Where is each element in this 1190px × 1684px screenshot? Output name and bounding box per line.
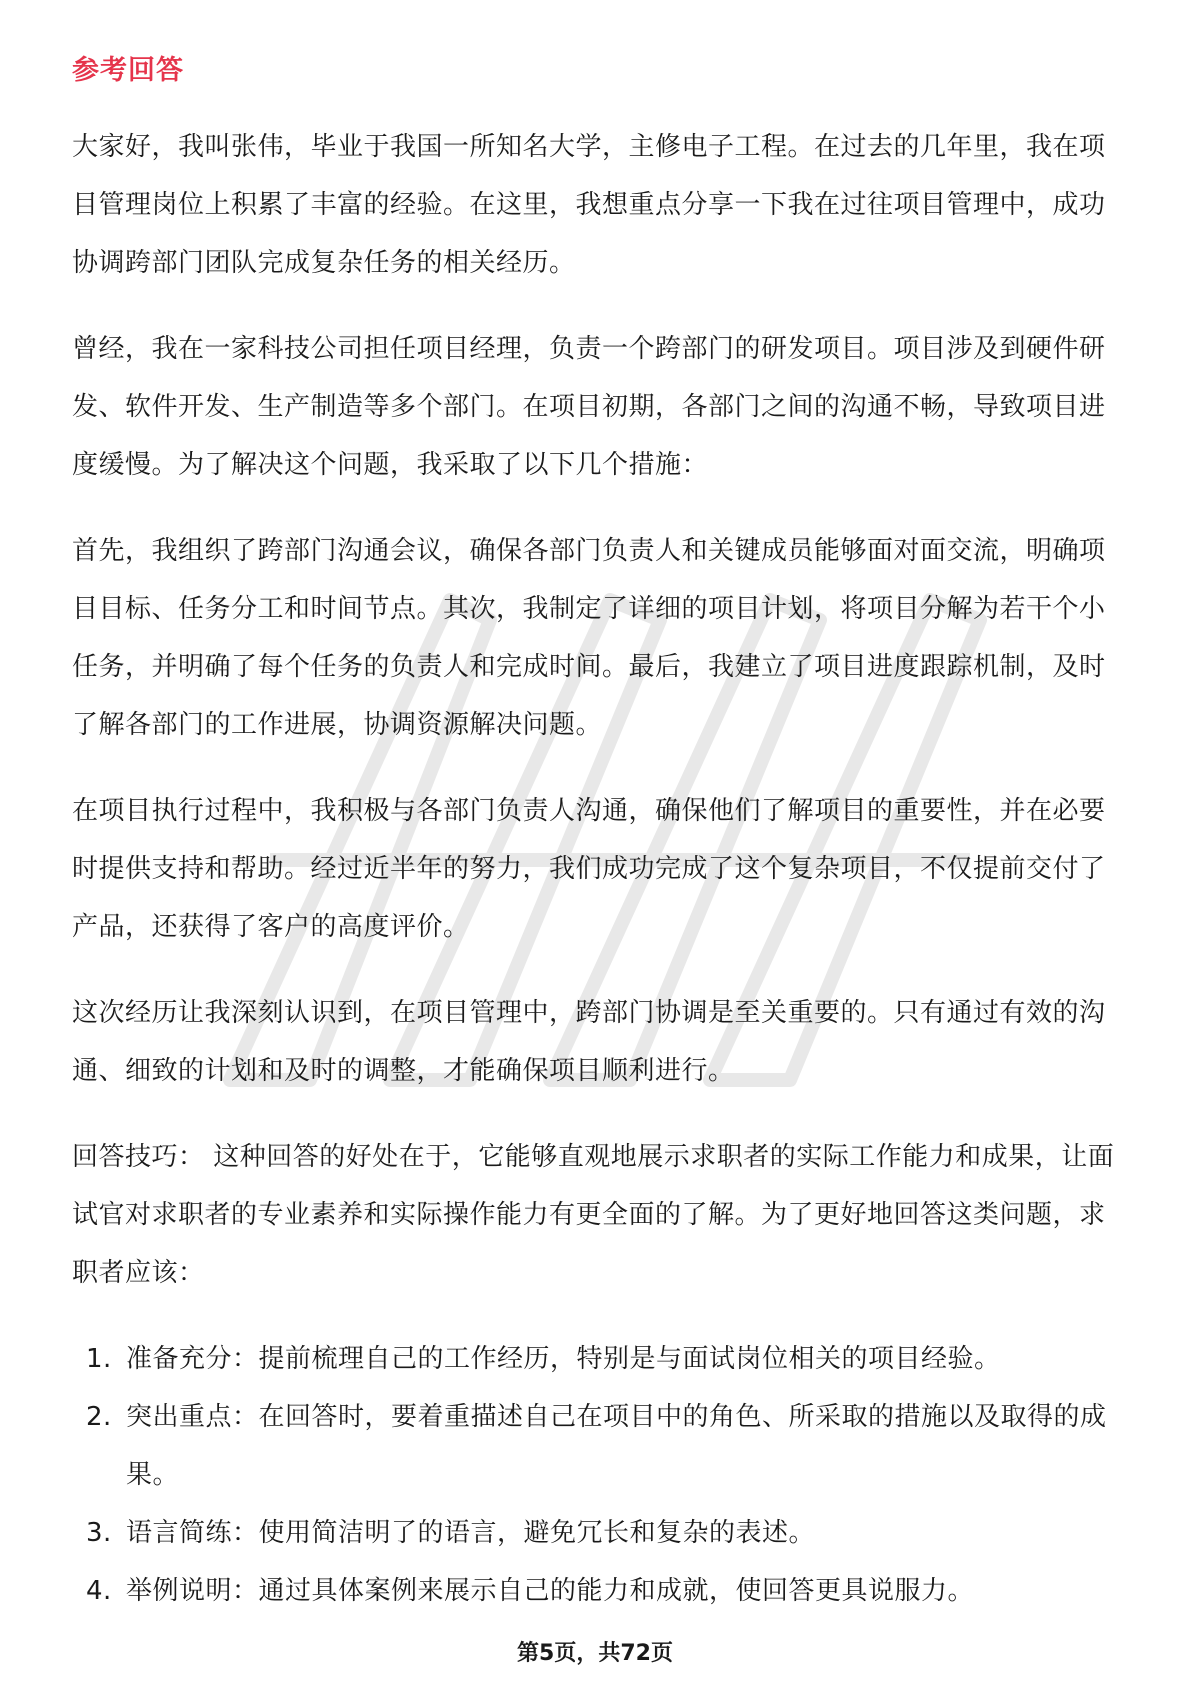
list-number: 1. [86, 1344, 112, 1374]
list-number: 3. [86, 1518, 112, 1548]
section-heading: 参考回答 [72, 55, 184, 86]
list-number: 4. [86, 1576, 112, 1606]
list-text: 突出重点：在回答时，要着重描述自己在项目中的角色、所采取的措施以及取得的成果。 [126, 1402, 1107, 1490]
page-number: 第5页，共72页 [517, 1641, 673, 1666]
paragraph-measures: 首先，我组织了跨部门沟通会议，确保各部门负责人和关键成员能够面对面交流，明确项目目标、任务分工和时间节点。其次，我制定了详细的项目计划，将项目分解为若干个小任务，并明确了每个任务的负责人和完成时间。最后，我建立了项目进度跟踪机制，及时了解各部门的工作进展，协调资源解决问题。 [72, 536, 1106, 740]
list-number: 2. [86, 1402, 112, 1432]
list-item [72, 1504, 1118, 1562]
list-text: 准备充分：提前梳理自己的工作经历，特别是与面试岗位相关的项目经验。 [126, 1344, 1001, 1374]
paragraph-conclusion: 这次经历让我深刻认识到，在项目管理中，跨部门协调是至关重要的。只有通过有效的沟通、细致的计划和及时的调整，才能确保项目顺利进行。 [72, 998, 1106, 1086]
list-item [72, 1330, 1118, 1388]
list-text: 语言简练：使用简洁明了的语言，避免冗长和复杂的表述。 [126, 1518, 816, 1548]
tips-list [72, 1330, 1118, 1620]
paragraph-intro: 大家好，我叫张伟，毕业于我国一所知名大学，主修电子工程。在过去的几年里，我在项目管理岗位上积累了丰富的经验。在这里，我想重点分享一下我在过往项目管理中，成功协调跨部门团队完成复杂任务的相关经历。 [72, 132, 1106, 278]
paragraph-background: 曾经，我在一家科技公司担任项目经理，负责一个跨部门的研发项目。项目涉及到硬件研发、软件开发、生产制造等多个部门。在项目初期，各部门之间的沟通不畅，导致项目进度缓慢。为了解决这个问题，我采取了以下几个措施： [72, 334, 1106, 480]
list-item [72, 1388, 1118, 1504]
list-text: 举例说明：通过具体案例来展示自己的能力和成就，使回答更具说服力。 [126, 1576, 975, 1606]
answer-content [72, 118, 1118, 1620]
paragraph-execution: 在项目执行过程中，我积极与各部门负责人沟通，确保他们了解项目的重要性，并在必要时提供支持和帮助。经过近半年的努力，我们成功完成了这个复杂项目，不仅提前交付了产品，还获得了客户的高度评价。 [72, 796, 1106, 942]
list-item [72, 1562, 1118, 1620]
tips-intro: 回答技巧： 这种回答的好处在于，它能够直观地展示求职者的实际工作能力和成果，让面试官对求职者的专业素养和实际操作能力有更全面的了解。为了更好地回答这类问题，求职者应该： [72, 1142, 1115, 1288]
